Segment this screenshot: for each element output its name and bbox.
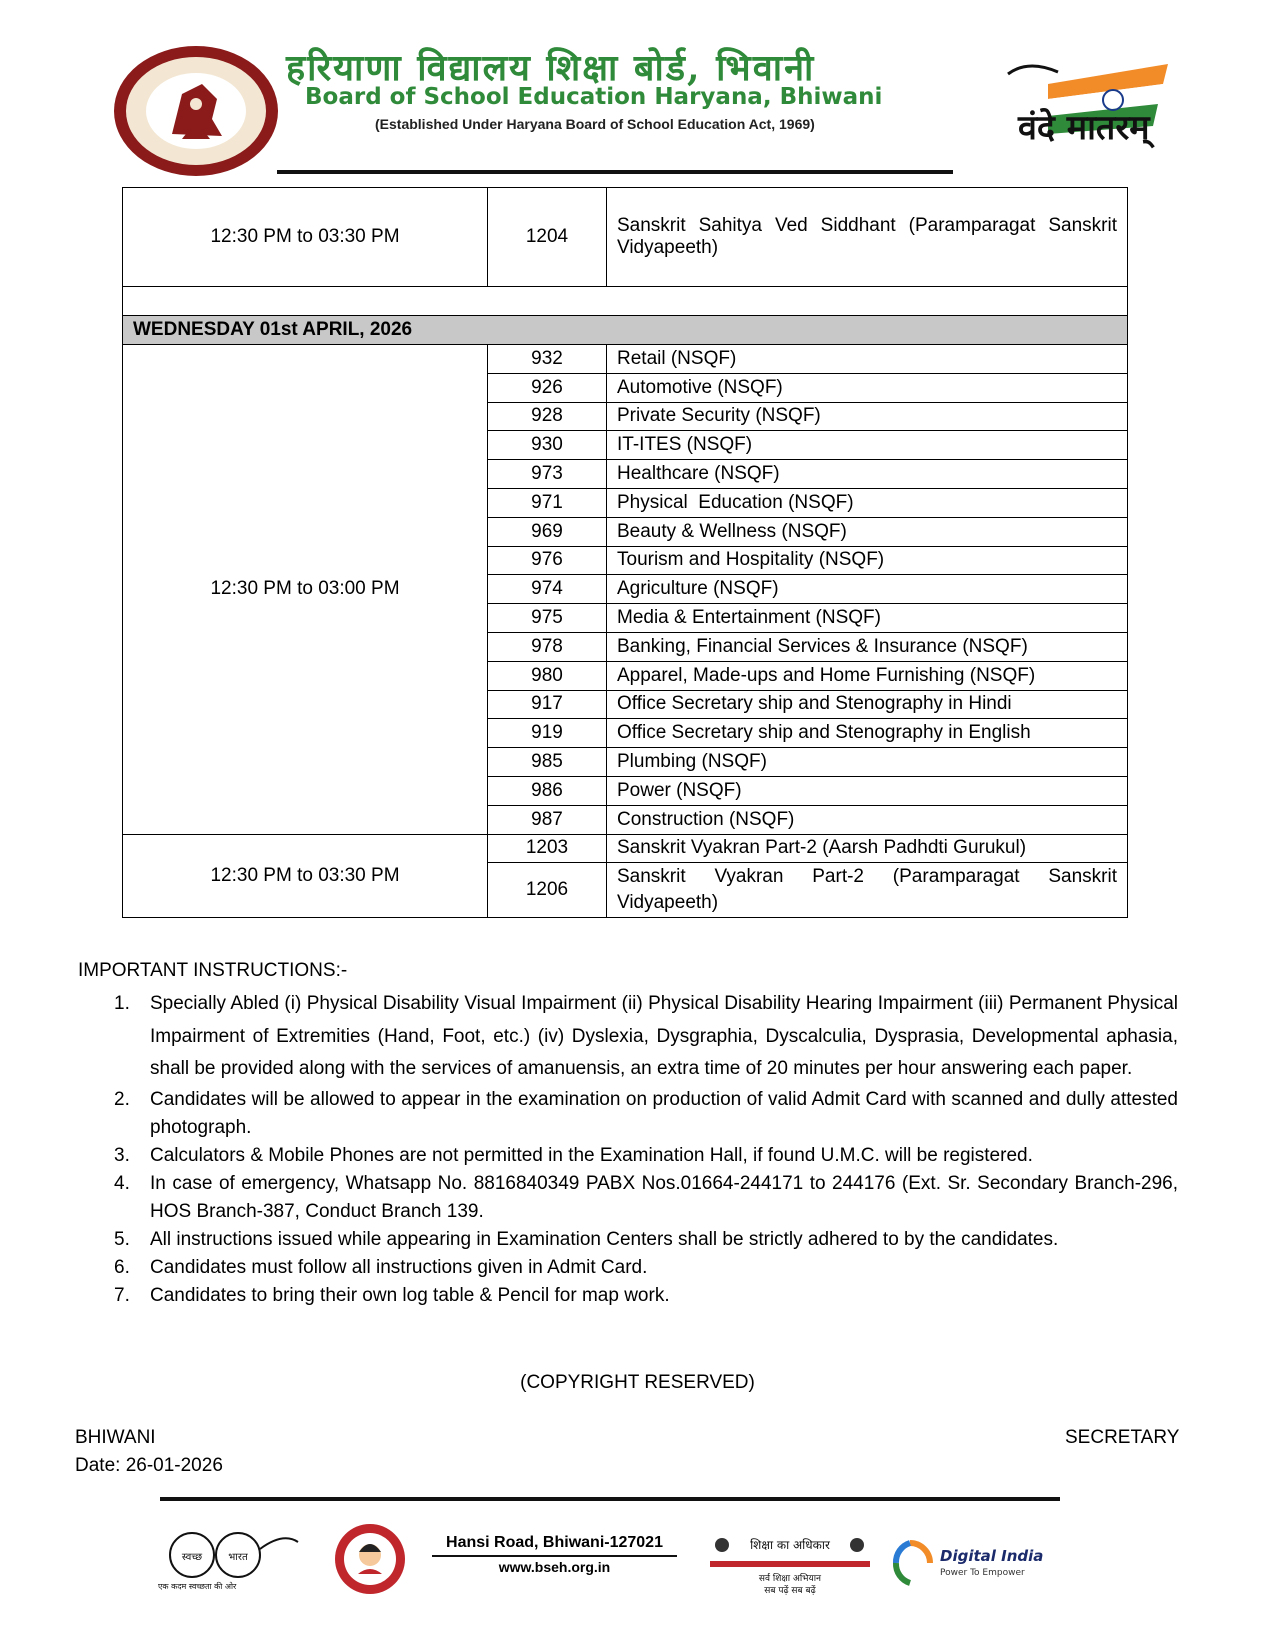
instructions-list [78, 988, 1178, 1310]
day-heading-row [123, 316, 1128, 345]
subject-name: Media & Entertainment (NSQF) [607, 604, 1128, 633]
swachh-tagline: एक कदम स्वच्छता की ओर [158, 1582, 237, 1591]
important-instructions [78, 960, 1178, 1310]
established-note: (Established Under Haryana Board of School Education Act, 1969) [375, 116, 815, 132]
blank-cell [123, 287, 1128, 316]
subject-code: 971 [488, 488, 607, 517]
blank-row [123, 287, 1128, 316]
subject-name: Private Security (NSQF) [607, 402, 1128, 431]
time-slot: 12:30 PM to 03:00 PM [123, 345, 488, 835]
instruction-item [78, 1086, 1178, 1142]
swachh-right-text: भारत [228, 1552, 248, 1563]
subject-code: 974 [488, 575, 607, 604]
issue-date: Date: 26-01-2026 [75, 1455, 223, 1476]
day-heading: WEDNESDAY 01st APRIL, 2026 [123, 316, 1128, 345]
subject-code: 1204 [488, 188, 607, 287]
subject-name: Agriculture (NSQF) [607, 575, 1128, 604]
swachh-left-text: स्वच्छ [181, 1552, 203, 1563]
instruction-text: All instructions issued while appearing in Examination Centers shall be strictly adhered to by the candidates. [150, 1228, 1059, 1250]
subject-name: Sanskrit Vyakran Part-2 (Aarsh Padhdti Gurukul) [607, 834, 1128, 863]
subject-code: 917 [488, 690, 607, 719]
instruction-item [78, 1254, 1178, 1282]
instructions-heading: IMPORTANT INSTRUCTIONS:- [78, 960, 348, 981]
subject-code: 926 [488, 373, 607, 402]
ssa-line1: सर्व शिक्षा अभियान [758, 1574, 822, 1584]
subject-name: Apparel, Made-ups and Home Furnishing (NSQF) [607, 661, 1128, 690]
subject-code: 978 [488, 632, 607, 661]
header-divider [277, 170, 953, 174]
instruction-text: Candidates must follow all instructions given in Admit Card. [150, 1256, 648, 1278]
instruction-number: 5. [114, 1228, 130, 1250]
website-link[interactable]: www.bseh.org.in [498, 1559, 611, 1575]
instruction-number: 6. [114, 1256, 130, 1278]
subject-name: Sanskrit Vyakran Part-2 (Paramparagat Sanskrit Vidyapeeth) [607, 863, 1128, 918]
instruction-text: Specially Abled (i) Physical Disability Visual Impairment (ii) Physical Disability Hearing Impairment (iii) Permanent Physical Impairment of Extremities (Hand, Foot, etc.) (iv) Dyslexia, Dysgraphia, Dyscalculia, Dysprasia, Developmental aphasia, shall be provided along with the services of amanuensis, an extra time of 20 minutes per hour answering each paper. [150, 993, 1178, 1079]
subject-name-text: Sanskrit Sahitya Ved Siddhant (Paramparagat Sanskrit Vidyapeeth) [617, 215, 1117, 258]
subject-code: 985 [488, 748, 607, 777]
subject-name: IT-ITES (NSQF) [607, 431, 1128, 460]
instruction-text: Calculators & Mobile Phones are not permitted in the Examination Hall, if found U.M.C. will be registered. [150, 1144, 1033, 1166]
subject-name: Beauty & Wellness (NSQF) [607, 517, 1128, 546]
vande-mataram-text: वंदे मातरम् [1018, 108, 1150, 148]
subject-name: Physical Education (NSQF) [607, 488, 1128, 517]
subject-name: Healthcare (NSQF) [607, 460, 1128, 489]
instruction-item [78, 1170, 1178, 1226]
instruction-item [78, 1142, 1178, 1170]
document-header [0, 0, 1275, 180]
instruction-number: 7. [114, 1284, 130, 1306]
subject-name: Office Secretary ship and Stenography in English [607, 719, 1128, 748]
ssa-line2: सब पढ़ें सब बढ़ें [764, 1586, 816, 1596]
digital-india-tagline: Power To Empower [940, 1568, 1025, 1578]
digital-india-title: Digital India [940, 1547, 1044, 1565]
subject-code: 932 [488, 345, 607, 374]
subject-name: Retail (NSQF) [607, 345, 1128, 374]
instruction-number: 1. [114, 993, 130, 1014]
subject-name: Construction (NSQF) [607, 805, 1128, 834]
subject-code: 930 [488, 431, 607, 460]
schedule-body [123, 188, 1128, 918]
subject-code: 986 [488, 776, 607, 805]
subject-code: 1206 [488, 863, 607, 918]
board-title-hindi: हरियाणा विद्यालय शिक्षा बोर्ड, भिवानी [286, 47, 816, 89]
beti-bachao-logo [325, 1522, 415, 1596]
ssa-title: शिक्षा का अधिकार [750, 1538, 830, 1552]
subject-code: 973 [488, 460, 607, 489]
table-row [123, 188, 1128, 287]
instruction-item [78, 988, 1178, 1086]
subject-code: 980 [488, 661, 607, 690]
sarva-shiksha-abhiyan-logo [702, 1527, 878, 1597]
subject-name: Plumbing (NSQF) [607, 748, 1128, 777]
board-seal-logo [112, 44, 280, 178]
instruction-item [78, 1282, 1178, 1310]
signatory-designation: SECRETARY [1065, 1427, 1180, 1448]
subject-code: 976 [488, 546, 607, 575]
instruction-text: Candidates to bring their own log table & Pencil for map work. [150, 1284, 670, 1306]
instruction-text: In case of emergency, Whatsapp No. 8816840349 PABX Nos.01664-244171 to 244176 (Ext. Sr. Secondary Branch-296, HOS Branch-387, Conduct Branch 139. [150, 1172, 1178, 1222]
subject-name: Power (NSQF) [607, 776, 1128, 805]
vande-mataram-logo [988, 54, 1188, 164]
instruction-number: 4. [114, 1172, 130, 1194]
subject-code: 975 [488, 604, 607, 633]
digital-india-logo [888, 1535, 1048, 1590]
subject-code: 969 [488, 517, 607, 546]
instruction-number: 3. [114, 1144, 130, 1166]
subject-code: 928 [488, 402, 607, 431]
time-slot: 12:30 PM to 03:30 PM [123, 834, 488, 918]
copyright-notice: (COPYRIGHT RESERVED) [520, 1372, 755, 1393]
table-row [123, 345, 1128, 374]
board-address [432, 1534, 677, 1575]
instruction-text: Candidates will be allowed to appear in the examination on production of valid Admit Card with scanned and dully attested photograph. [150, 1088, 1178, 1138]
address-line: Hansi Road, Bhiwani-127021 [432, 1534, 677, 1557]
time-slot: 12:30 PM to 03:30 PM [123, 188, 488, 287]
subject-code: 987 [488, 805, 607, 834]
subject-name: Office Secretary ship and Stenography in Hindi [607, 690, 1128, 719]
instruction-item [78, 1226, 1178, 1254]
issue-city: BHIWANI [75, 1427, 156, 1448]
subject-name [607, 188, 1128, 287]
swachh-bharat-logo [158, 1527, 308, 1592]
subject-code: 919 [488, 719, 607, 748]
subject-code: 1203 [488, 834, 607, 863]
table-row [123, 834, 1128, 863]
board-title-english: Board of School Education Haryana, Bhiwani [305, 84, 883, 110]
exam-schedule-table [122, 187, 1128, 918]
subject-name: Automotive (NSQF) [607, 373, 1128, 402]
footer-divider [160, 1497, 1060, 1501]
subject-name: Tourism and Hospitality (NSQF) [607, 546, 1128, 575]
subject-name: Banking, Financial Services & Insurance (NSQF) [607, 632, 1128, 661]
instruction-number: 2. [114, 1088, 130, 1110]
